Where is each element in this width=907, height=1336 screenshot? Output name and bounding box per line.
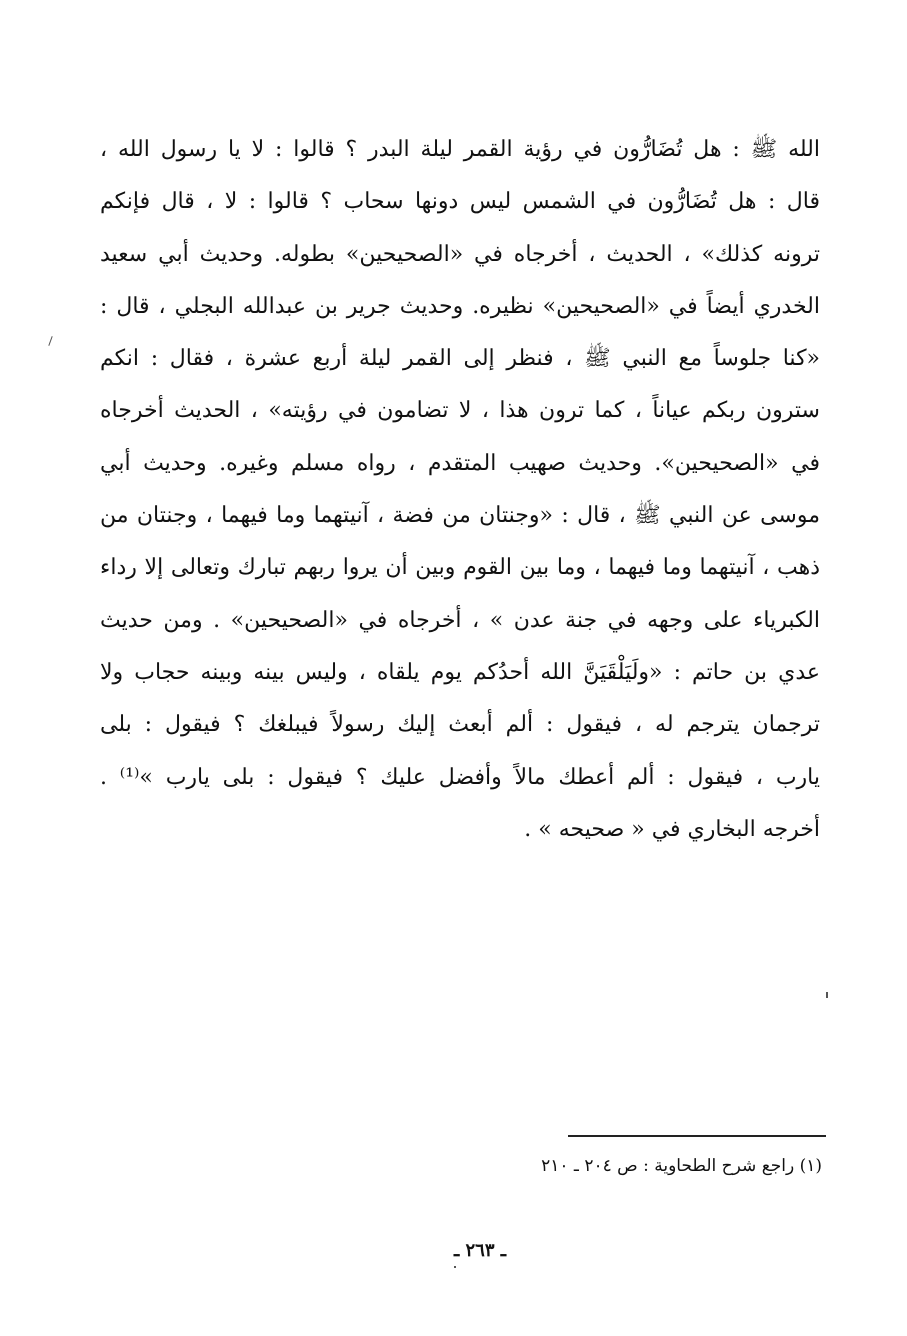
- text-line-6: سترون ربكم عياناً ، كما ترون هذا ، لا تضامون في رؤيته» ، الحديث أخرجاه: [100, 398, 820, 424]
- text-line-11: عدي بن حاتم : «ولَيَلْقَيَنَّ الله أحدُكم يوم يلقاه ، وليس بينه وبينه حجاب ولا: [100, 659, 820, 685]
- footnote-divider: [568, 1135, 826, 1137]
- scan-speck: [48, 336, 52, 346]
- text-line-13: يارب ، فيقول : ألم أعطك مالاً وأفضل عليك ؟ فيقول : بلى يارب »⁽¹⁾ .: [100, 764, 820, 790]
- text-line-1: الله ﷺ : هل تُضَارُّون في رؤية القمر ليلة البدر ؟ قالوا : لا يا رسول الله ،: [100, 137, 820, 162]
- text-line-2: قال : هل تُضَارُّون في الشمس ليس دونها سحاب ؟ قالوا : لا ، قال فإنكم: [100, 189, 820, 215]
- text-line-8: موسى عن النبي ﷺ ، قال : «وجنتان من فضة ، آنيتهما وما فيهما ، وجنتان من: [100, 503, 820, 529]
- text-line-14: أخرجه البخاري في « صحيحه » .: [524, 816, 820, 842]
- page-number: ـ ٢٦٣ ـ: [453, 1240, 507, 1261]
- text-line-5: «كنا جلوساً مع النبي ﷺ ، فنظر إلى القمر ليلة أربع عشرة ، فقال : انكم: [100, 346, 820, 372]
- text-line-10: الكبرياء على وجهه في جنة عدن » ، أخرجاه في «الصحيحين» . ومن حديث: [100, 607, 820, 633]
- text-line-12: ترجمان يترجم له ، فيقول : ألم أبعث إليك رسولاً فيبلغك ؟ فيقول : بلى: [100, 712, 820, 738]
- text-line-9: ذهب ، آنيتهما وما فيهما ، وما بين القوم وبين أن يروا ربهم تبارك وتعالى إلا رداء: [100, 555, 820, 581]
- body-text: [100, 124, 820, 856]
- text-line-4: الخدري أيضاً في «الصحيحين» نظيره. وحديث جرير بن عبدالله البجلي ، قال :: [100, 293, 820, 319]
- scan-speck: [826, 992, 828, 998]
- scan-speck: [454, 1266, 456, 1268]
- text-line-3: ترونه كذلك» ، الحديث ، أخرجاه في «الصحيحين» بطوله. وحديث أبي سعيد: [100, 241, 820, 267]
- footnote: (١) راجع شرح الطحاوية : ص ٢٠٤ ـ ٢١٠: [541, 1156, 822, 1176]
- text-line-7: في «الصحيحين». وحديث صهيب المتقدم ، رواه مسلم وغيره. وحديث أبي: [100, 450, 820, 476]
